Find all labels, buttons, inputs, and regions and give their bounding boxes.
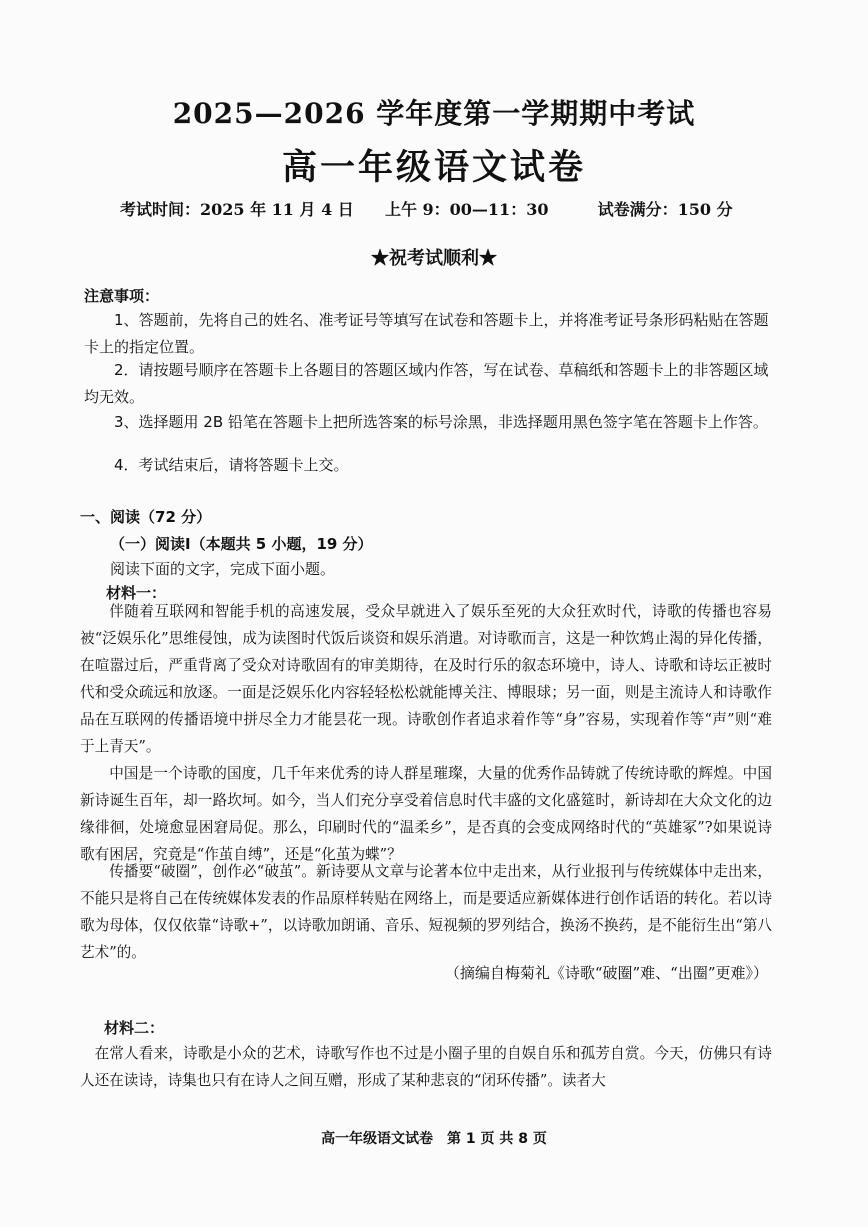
material1-label: 材料一： [106, 584, 167, 602]
exam-period: 上午 9：00—11：30 [384, 200, 549, 219]
exam-title: 2025—2026 学年度第一学期期中考试 [172, 97, 696, 130]
good-luck-banner: ★祝考试顺利★ [371, 248, 497, 269]
reading-instruction: 阅读下面的文字，完成下面小题。 [110, 560, 336, 578]
material1-paragraph: 中国是一个诗歌的国度，几千年来优秀的诗人群星璀璨，大量的优秀作品铸就了传统诗歌的辉煌。中国新诗诞生百年，却一路坎坷。如今，当人们充分享受着信息时代丰盛的文化盛筵时，新诗却在大众文化的边缘徘徊，处境愈显困窘局促。那么，印刷时代的“温柔乡”，是否真的会变成网络时代的“英雄冢”?如果说诗歌有困居，究竟是“作茧自缚”，还是“化茧为蝶”？ [80, 765, 772, 863]
page-footer: 高一年级语文试卷 第 1 页 共 8 页 [321, 1131, 547, 1147]
paper-title: 高一年级语文试卷 [281, 147, 586, 188]
material2-paragraph: 在常人看来，诗歌是小众的艺术，诗歌写作也不过是小圈子里的自娱自乐和孤芳自赏。今天，仿佛只有诗人还在读诗，诗集也只有在诗人之间互赠，形成了某种悲哀的“闭环传播”。读者大 [80, 1045, 772, 1089]
note-item: 4．考试结束后，请将答题卡上交。 [114, 456, 349, 474]
note-item: 2．请按题号顺序在答题卡上各题目的答题区域内作答，写在试卷、草稿纸和答题卡上的非答题区域均无效。 [84, 361, 769, 406]
section-heading: 一、阅读（72 分） [80, 508, 212, 526]
material2-label: 材料二： [104, 1019, 165, 1037]
notes-title: 注意事项： [84, 287, 160, 305]
full-score: 试卷满分：150 分 [597, 200, 733, 219]
material1-paragraph: 传播要“破圈”，创作必“破茧”。新诗要从文章与论著本位中走出来，从行业报刊与传统媒体中走出来，不能只是将自己在传统媒体发表的作品原样转贴在网络上，而是要适应新媒体进行创作话语的转化。若以诗歌为母体，仅仅依靠“诗歌+”，以诗歌加朗诵、音乐、短视频的罗列结合，换汤不换药，是不能衍生出“第八艺术”的。 [80, 863, 772, 961]
note-item: 1、答题前，先将自己的姓名、准考证号等填写在试卷和答题卡上，并将准考证号条形码粘贴在答题卡上的指定位置。 [84, 311, 769, 356]
subsection-heading: （一）阅读Ⅰ（本题共 5 小题，19 分） [110, 535, 373, 553]
exam-time: 考试时间：2025 年 11 月 4 日 [120, 200, 354, 219]
material1-source: （摘编自梅菊礼《诗歌“破圈”难、“出圈”更难》） [444, 964, 768, 982]
note-item: 3、选择题用 2B 铅笔在答题卡上把所选答案的标号涂黑，非选择题用黑色签字笔在答题卡上作答。 [114, 413, 768, 431]
material1-paragraph: 伴随着互联网和智能手机的高速发展，受众早就进入了娱乐至死的大众狂欢时代，诗歌的传播也容易被“泛娱乐化”思维侵蚀，成为读图时代饭后谈资和娱乐消遣。对诗歌而言，这是一种饮鸩止渴的异化传播，在喧嚣过后，严重背离了受众对诗歌固有的审美期待，在及时行乐的叙态环境中，诗人、诗歌和诗坛正被时代和受众疏远和放逐。一面是泛娱乐化内容轻轻松松就能博关注、博眼球；另一面，则是主流诗人和诗歌作品在互联网的传播语境中拼尽全力才能昙花一现。诗歌创作者追求着作等“身”容易，实现着作等“声”则“难于上青天”。 [80, 603, 772, 755]
exam-info-line [120, 197, 733, 220]
